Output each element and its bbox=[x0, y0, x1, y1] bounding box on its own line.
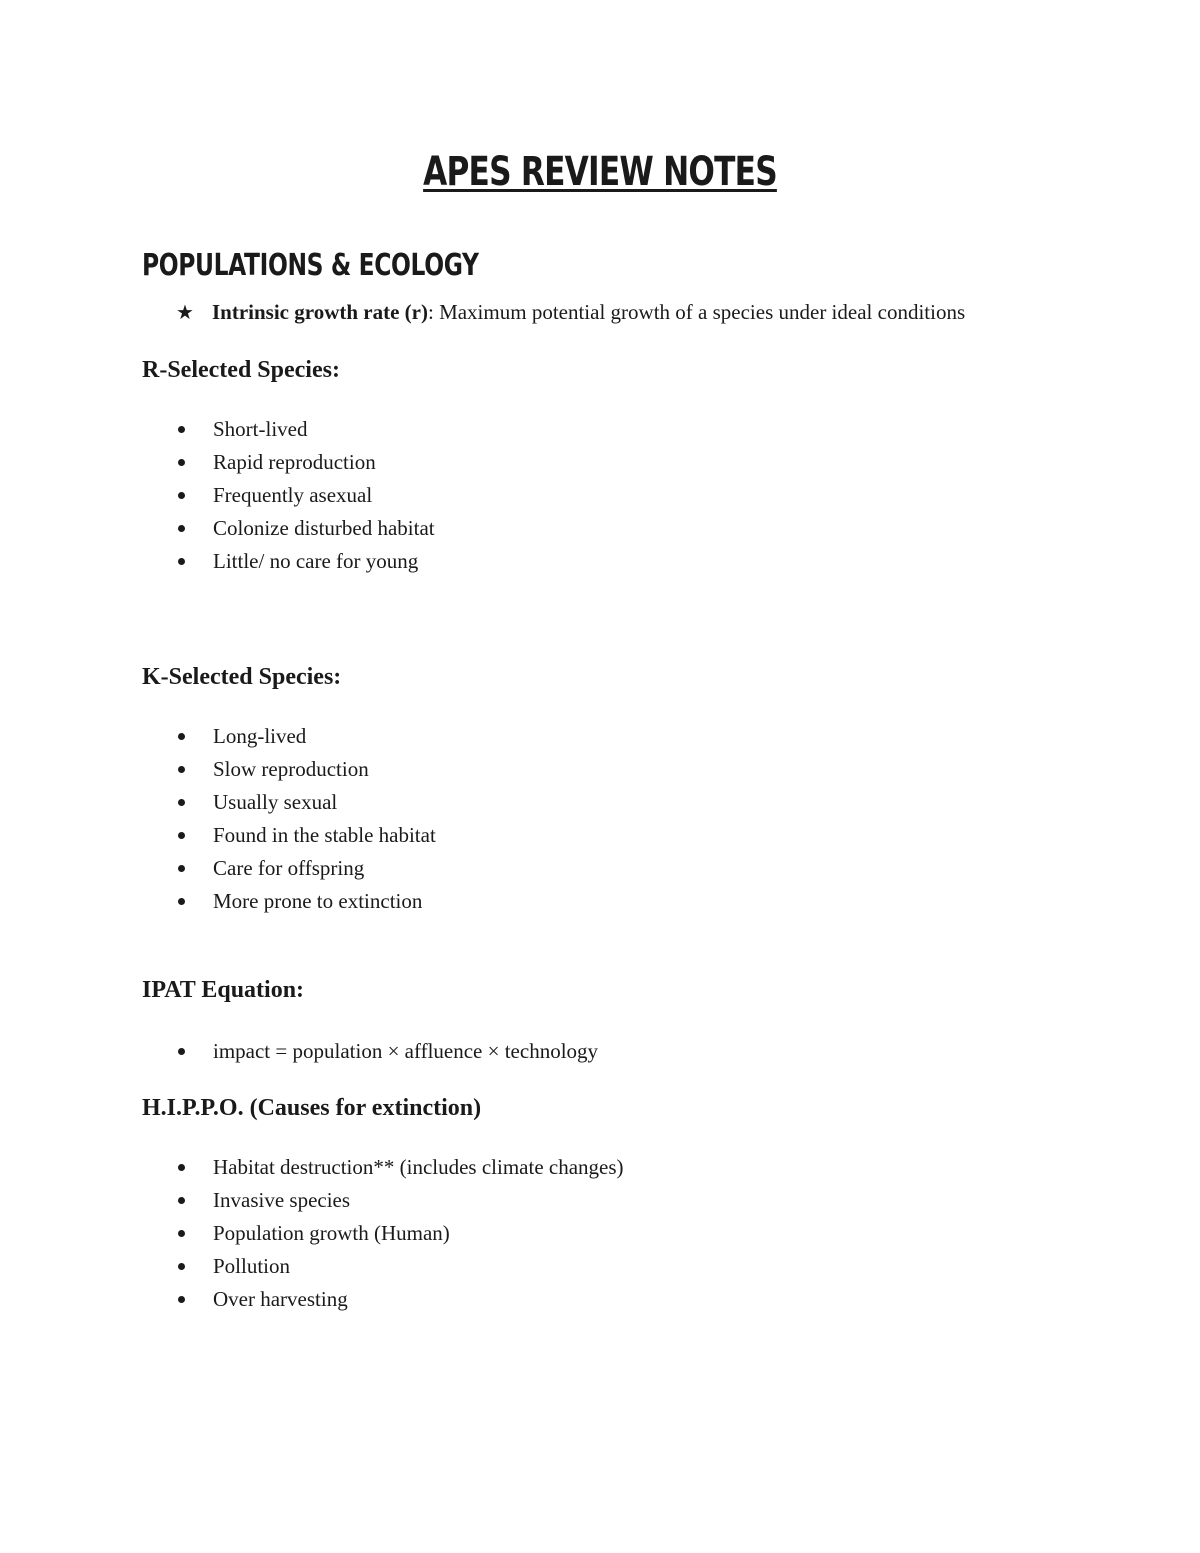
list-item-text: Little/ no care for young bbox=[213, 549, 419, 573]
ipat-heading: IPAT Equation: bbox=[142, 977, 305, 1003]
list-item-text: Slow reproduction bbox=[213, 757, 369, 781]
list-item bbox=[176, 1037, 598, 1070]
bullet-icon bbox=[178, 898, 185, 905]
list-item-text: Invasive species bbox=[213, 1188, 351, 1212]
bullet-icon bbox=[178, 1296, 185, 1303]
list-item bbox=[176, 1219, 624, 1252]
list-item bbox=[176, 415, 435, 448]
list-item-text: Short-lived bbox=[213, 417, 308, 441]
list-item bbox=[176, 514, 435, 547]
bullet-icon bbox=[178, 799, 185, 806]
intrinsic-growth-definition: : Maximum potential growth of a species under ideal conditions bbox=[427, 300, 966, 324]
list-item bbox=[176, 722, 436, 755]
list-item bbox=[176, 547, 435, 580]
list-item bbox=[176, 755, 436, 788]
bullet-icon bbox=[178, 492, 185, 499]
list-item-text: Habitat destruction** (includes climate changes) bbox=[213, 1155, 624, 1179]
bullet-icon bbox=[178, 1230, 185, 1237]
intrinsic-growth-line bbox=[176, 298, 965, 327]
bullet-icon bbox=[178, 865, 185, 872]
list-item bbox=[176, 1285, 624, 1318]
k-selected-list bbox=[176, 722, 436, 920]
list-item-text: Colonize disturbed habitat bbox=[213, 516, 435, 540]
bullet-icon bbox=[178, 832, 185, 839]
section-title: POPULATIONS & ECOLOGY bbox=[142, 248, 479, 283]
k-selected-heading: K-Selected Species: bbox=[142, 664, 342, 690]
list-item-text: Long-lived bbox=[213, 724, 307, 748]
list-item bbox=[176, 448, 435, 481]
bullet-icon bbox=[178, 426, 185, 433]
bullet-icon bbox=[178, 459, 185, 466]
bullet-icon bbox=[178, 1197, 185, 1204]
list-item-text: Found in the stable habitat bbox=[213, 823, 436, 847]
intrinsic-growth-term: Intrinsic growth rate (r) bbox=[212, 300, 428, 324]
bullet-icon bbox=[178, 766, 185, 773]
bullet-icon bbox=[178, 525, 185, 532]
hippo-heading: H.I.P.P.O. (Causes for extinction) bbox=[142, 1095, 482, 1121]
list-item-text: Over harvesting bbox=[213, 1287, 348, 1311]
list-item-text: Population growth (Human) bbox=[213, 1221, 450, 1245]
hippo-list bbox=[176, 1153, 624, 1318]
list-item bbox=[176, 887, 436, 920]
bullet-icon bbox=[178, 1164, 185, 1171]
list-item-text: Rapid reproduction bbox=[213, 450, 376, 474]
list-item bbox=[176, 1252, 624, 1285]
list-item bbox=[176, 1153, 624, 1186]
r-selected-heading: R-Selected Species: bbox=[142, 357, 340, 383]
ipat-list bbox=[176, 1037, 598, 1070]
star-bullet-icon: ★ bbox=[176, 302, 194, 324]
bullet-icon bbox=[178, 1263, 185, 1270]
document-title: APES REVIEW NOTES bbox=[423, 149, 777, 195]
list-item bbox=[176, 854, 436, 887]
list-item bbox=[176, 481, 435, 514]
list-item bbox=[176, 1186, 624, 1219]
bullet-icon bbox=[178, 558, 185, 565]
r-selected-list bbox=[176, 415, 435, 580]
bullet-icon bbox=[178, 1048, 185, 1055]
list-item bbox=[176, 821, 436, 854]
list-item-text: Pollution bbox=[213, 1254, 291, 1278]
list-item bbox=[176, 788, 436, 821]
list-item-text: Frequently asexual bbox=[213, 483, 373, 507]
bullet-icon bbox=[178, 733, 185, 740]
list-item-text: Care for offspring bbox=[213, 856, 365, 880]
list-item-text: Usually sexual bbox=[213, 790, 338, 814]
list-item-text: impact = population × affluence × technology bbox=[213, 1039, 599, 1063]
list-item-text: More prone to extinction bbox=[213, 889, 423, 913]
